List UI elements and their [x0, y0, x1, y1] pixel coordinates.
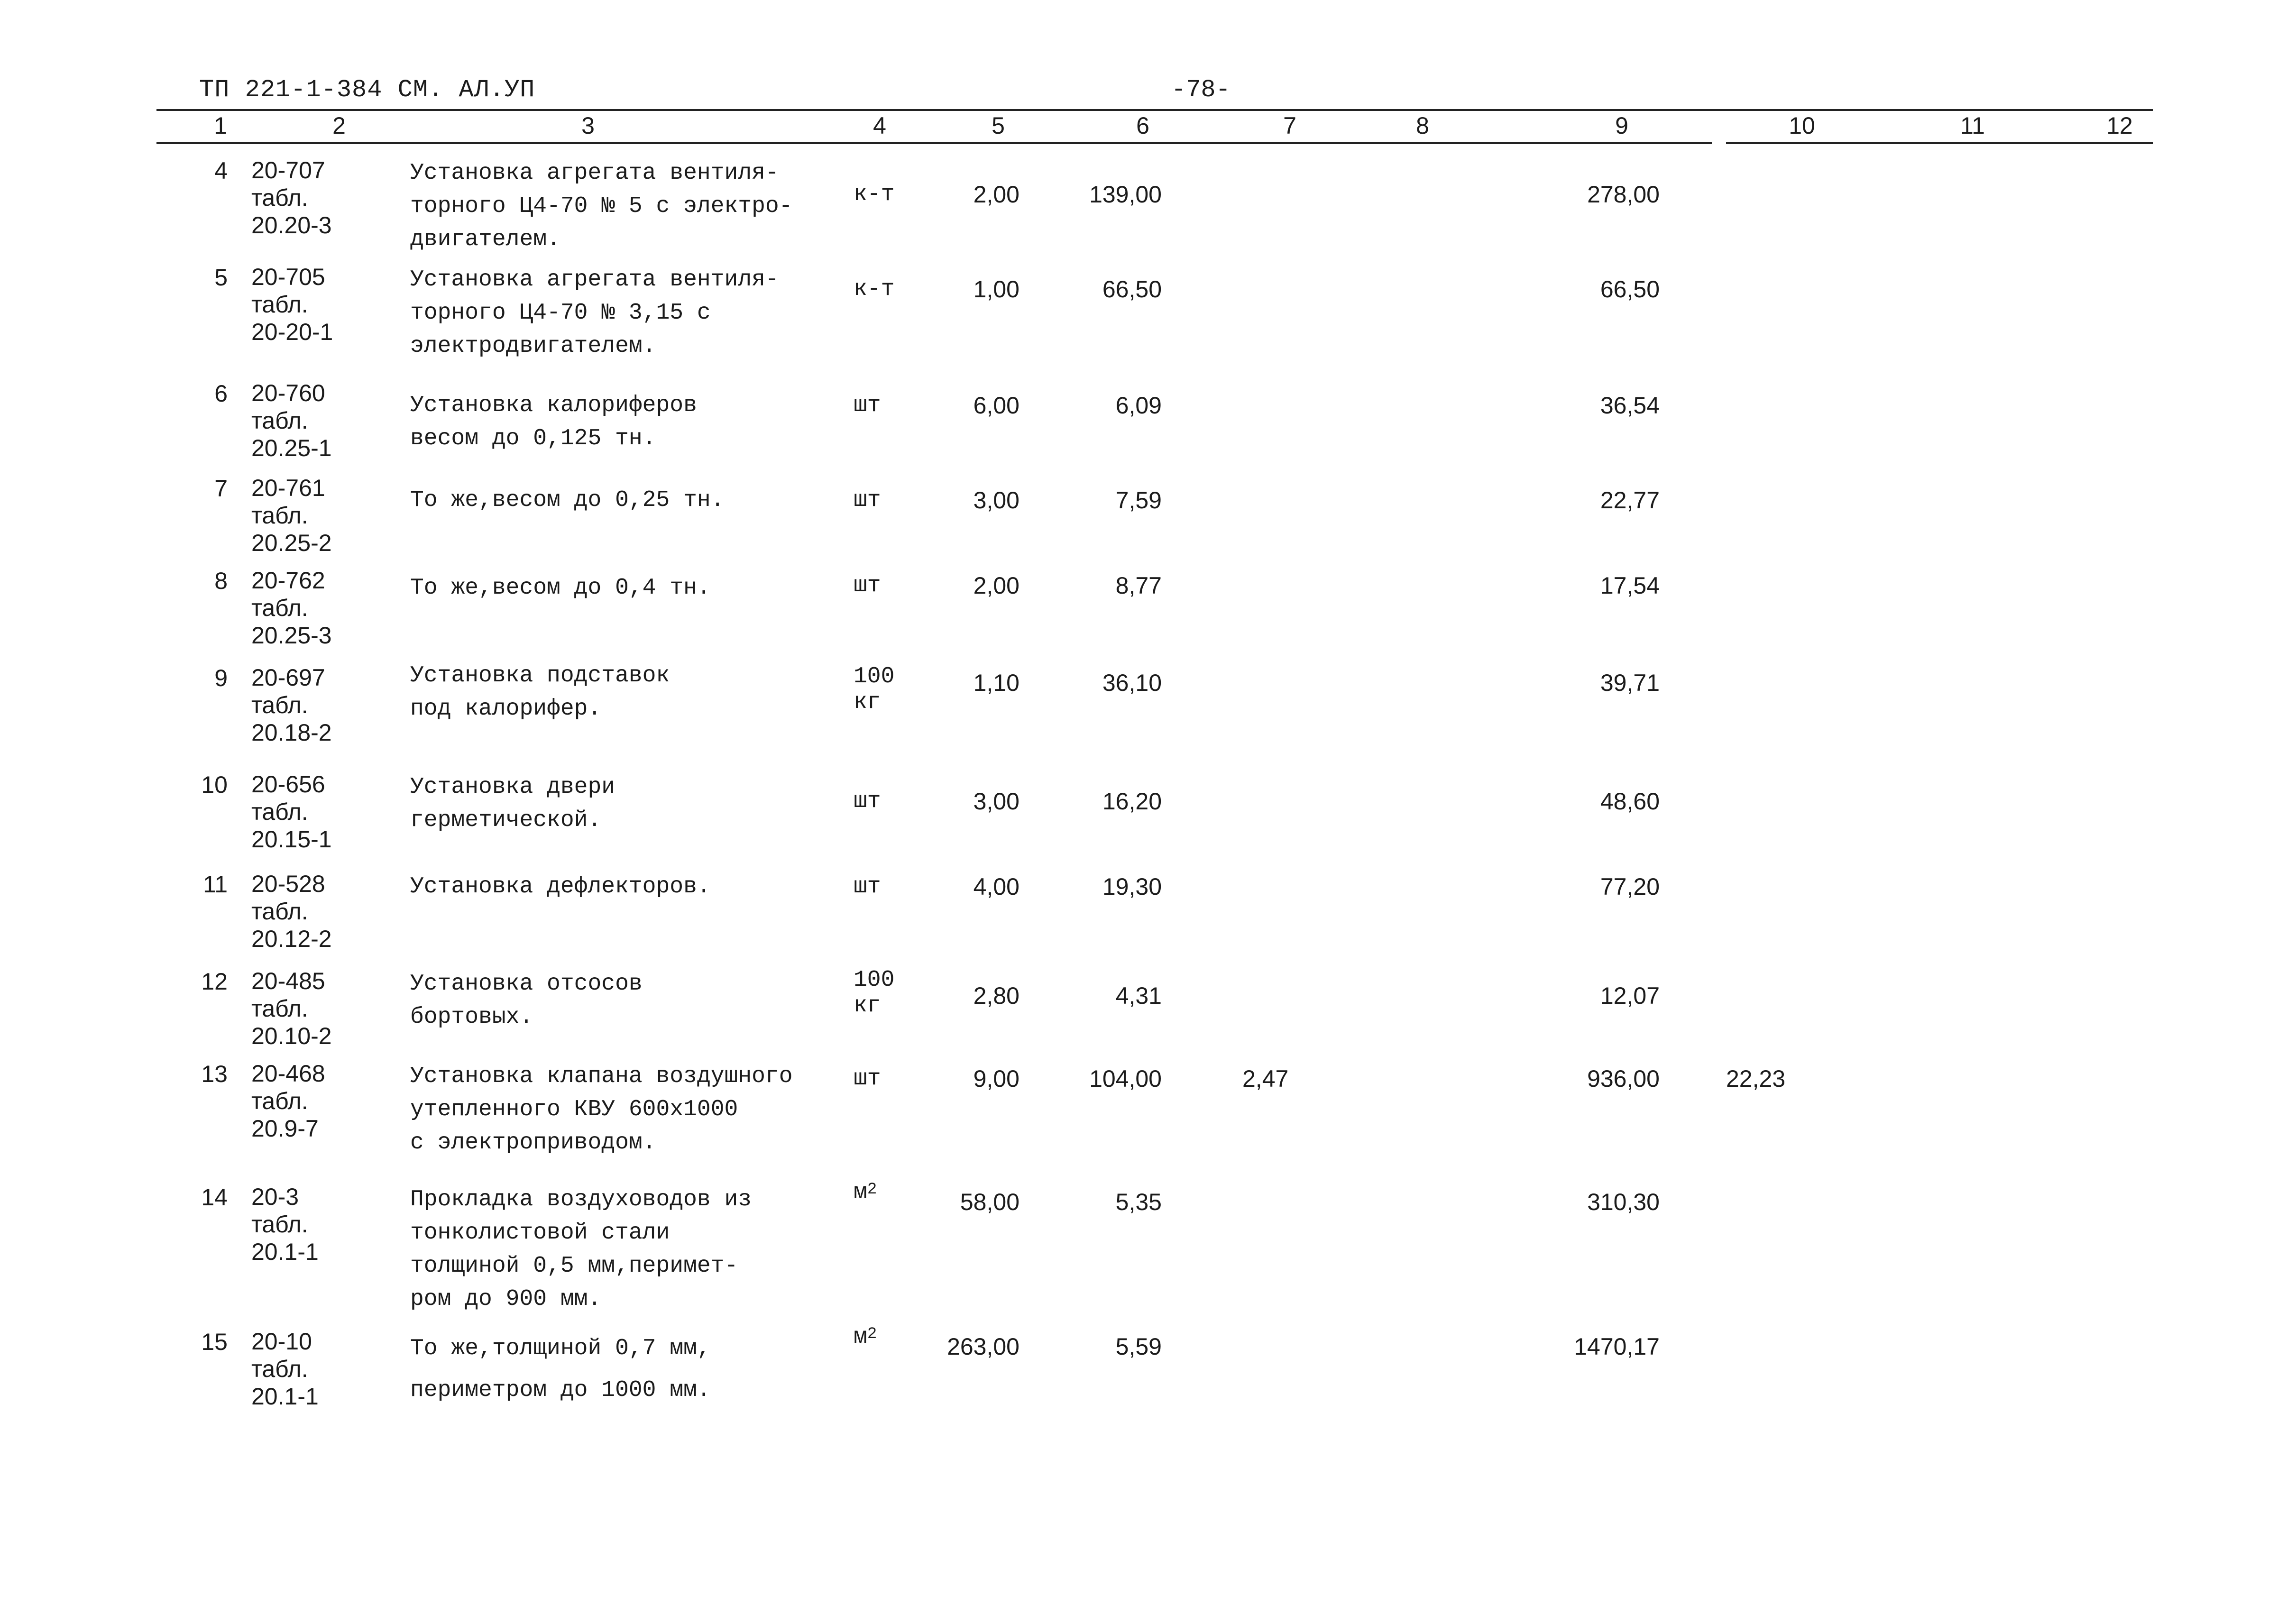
total-cost: 310,30 — [1587, 1189, 1660, 1215]
column-rule-left — [156, 142, 1712, 144]
total-cost: 39,71 — [1600, 670, 1660, 696]
unit-price: 7,59 — [1115, 487, 1162, 514]
row-number: 15 — [201, 1329, 228, 1355]
quantity: 3,00 — [973, 487, 1019, 514]
row-number: 12 — [201, 968, 228, 995]
norm-code: 20-656 табл. 20.15-1 — [251, 771, 332, 853]
quantity: 2,00 — [973, 572, 1019, 599]
quantity: 9,00 — [973, 1065, 1019, 1092]
row-number: 7 — [214, 475, 228, 502]
row-number: 9 — [214, 665, 228, 691]
column-number: 5 — [992, 112, 1005, 139]
unit-price: 4,31 — [1115, 982, 1162, 1009]
unit: к-т — [854, 276, 895, 302]
total-cost: 1470,17 — [1574, 1333, 1660, 1360]
work-description: Установка двери герметической. — [410, 774, 615, 833]
work-description: Установка подставок под калорифер. — [410, 663, 670, 722]
column-number-row — [0, 112, 2296, 141]
quantity: 3,00 — [973, 788, 1019, 815]
row-number: 10 — [201, 771, 228, 798]
header-rule — [156, 109, 2153, 111]
unit: шт — [854, 573, 881, 598]
work-description: То же,весом до 0,25 тн. — [410, 487, 725, 513]
total-cost: 936,00 — [1587, 1065, 1660, 1092]
norm-code: 20-697 табл. 20.18-2 — [251, 664, 332, 746]
unit: шт — [854, 789, 881, 814]
work-description: Установка калориферов весом до 0,125 тн. — [410, 393, 697, 451]
norm-code: 20-528 табл. 20.12-2 — [251, 871, 332, 952]
unit-price: 6,09 — [1115, 392, 1162, 419]
column-7-value: 2,47 — [1242, 1065, 1289, 1092]
column-rule-right — [1726, 142, 2153, 144]
norm-code: 20-707 табл. 20.20-3 — [251, 157, 332, 239]
quantity: 1,00 — [973, 276, 1019, 303]
quantity: 2,80 — [973, 982, 1019, 1009]
column-number: 2 — [332, 112, 346, 139]
unit-superscript: 2 — [867, 1325, 877, 1343]
norm-code: 20-761 табл. 20.25-2 — [251, 475, 332, 556]
quantity: 58,00 — [960, 1189, 1019, 1215]
total-cost: 17,54 — [1600, 572, 1660, 599]
norm-code: 20-485 табл. 20.10-2 — [251, 968, 332, 1049]
total-cost: 278,00 — [1587, 181, 1660, 208]
norm-code: 20-3 табл. 20.1-1 — [251, 1184, 319, 1265]
unit-price: 5,35 — [1115, 1189, 1162, 1215]
total-cost: 22,77 — [1600, 487, 1660, 514]
unit-price: 19,30 — [1102, 873, 1162, 900]
total-cost: 77,20 — [1600, 873, 1660, 900]
work-description: Установка агрегата вентиля- торного Ц4-70 № 5 с электро- двигателем. — [410, 160, 793, 252]
quantity: 2,00 — [973, 181, 1019, 208]
row-number: 6 — [214, 380, 228, 407]
quantity: 4,00 — [973, 873, 1019, 900]
unit-price: 8,77 — [1115, 572, 1162, 599]
unit — [854, 1323, 920, 1351]
page-number: -78- — [1171, 76, 1231, 104]
unit-superscript: 2 — [867, 1181, 877, 1199]
unit: шт — [854, 393, 881, 418]
row-number: 13 — [201, 1061, 228, 1087]
unit-price: 139,00 — [1089, 181, 1162, 208]
row-number: 11 — [203, 871, 228, 898]
total-cost: 66,50 — [1600, 276, 1660, 303]
column-number: 10 — [1789, 112, 1815, 139]
column-number: 3 — [581, 112, 595, 139]
quantity: 263,00 — [947, 1333, 1019, 1360]
document-code: ТП 221-1-384 СМ. АЛ.УП — [199, 76, 535, 104]
quantity: 6,00 — [973, 392, 1019, 419]
column-number: 8 — [1416, 112, 1429, 139]
row-number: 14 — [201, 1184, 228, 1211]
row-number: 5 — [214, 264, 228, 291]
column-number: 6 — [1136, 112, 1149, 139]
unit-price: 36,10 — [1102, 670, 1162, 696]
unit — [854, 1178, 920, 1207]
column-number: 11 — [1960, 112, 1985, 139]
unit: шт — [854, 874, 881, 899]
column-number: 12 — [2106, 112, 2133, 139]
norm-code: 20-10 табл. 20.1-1 — [251, 1328, 319, 1410]
unit-base: м — [854, 1180, 867, 1205]
total-cost: 48,60 — [1600, 788, 1660, 815]
column-number: 9 — [1615, 112, 1628, 139]
work-description: Установка агрегата вентиля- торного Ц4-70 № 3,15 с электродвигателем. — [410, 267, 779, 359]
quantity: 1,10 — [973, 670, 1019, 696]
norm-code: 20-705 табл. 20-20-1 — [251, 264, 333, 345]
column-number: 1 — [214, 112, 227, 139]
unit: 100 кг — [854, 664, 895, 715]
unit: к-т — [854, 182, 895, 207]
column-10-value: 22,23 — [1726, 1065, 1786, 1092]
unit-price: 5,59 — [1115, 1333, 1162, 1360]
norm-code: 20-468 табл. 20.9-7 — [251, 1060, 325, 1142]
column-number: 4 — [873, 112, 886, 139]
unit: 100 кг — [854, 967, 895, 1018]
norm-code: 20-762 табл. 20.25-3 — [251, 567, 332, 649]
unit: шт — [854, 1066, 881, 1092]
unit: шт — [854, 487, 881, 513]
unit-price: 66,50 — [1102, 276, 1162, 303]
work-description: То же,толщиной 0,7 мм, периметром до 1000 мм. — [410, 1336, 711, 1403]
total-cost: 12,07 — [1600, 982, 1660, 1009]
unit-price: 104,00 — [1089, 1065, 1162, 1092]
work-description: То же,весом до 0,4 тн. — [410, 575, 711, 601]
norm-code: 20-760 табл. 20.25-1 — [251, 380, 332, 461]
row-number: 4 — [214, 157, 228, 184]
column-number: 7 — [1283, 112, 1296, 139]
work-description: Прокладка воздуховодов из тонколистовой стали толщиной 0,5 мм,перимет- ром до 900 мм. — [410, 1187, 752, 1312]
work-description: Установка отсосов бортовых. — [410, 971, 643, 1030]
unit-price: 16,20 — [1102, 788, 1162, 815]
work-description: Установка дефлекторов. — [410, 874, 711, 899]
work-description: Установка клапана воздушного утепленного КВУ 600х1000 с электроприводом. — [410, 1064, 793, 1156]
unit-base: м — [854, 1324, 867, 1350]
row-number: 8 — [214, 568, 228, 594]
total-cost: 36,54 — [1600, 392, 1660, 419]
